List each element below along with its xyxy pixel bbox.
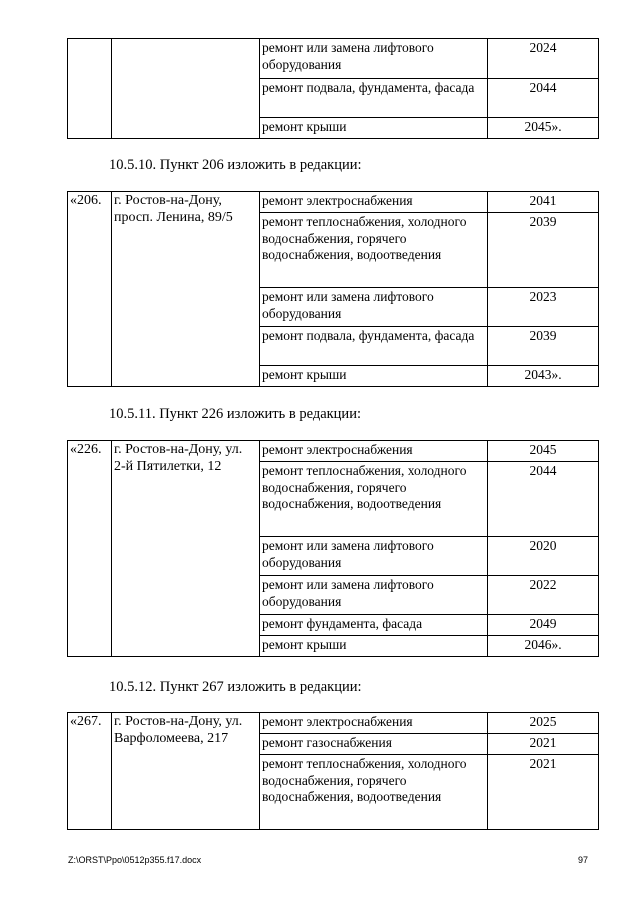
address-cell: г. Ростов-на-Дону, ул. Варфоломеева, 217: [112, 713, 260, 830]
year-cell: 2049: [488, 615, 599, 636]
item-index-cell: «226.: [68, 441, 112, 657]
year-cell: 2041: [488, 192, 599, 213]
year-cell: 2045: [488, 441, 599, 462]
address-cell: г. Ростов-на-Дону, ул. 2-й Пятилетки, 12: [112, 441, 260, 657]
year-cell: 2039: [488, 213, 599, 288]
year-cell: 2044: [488, 462, 599, 537]
work-type-cell: ремонт теплоснабжения, холодного водоснабжения, горячего водоснабжения, водоотведения: [260, 213, 488, 288]
address-cell: [112, 39, 260, 139]
work-type-cell: ремонт крыши: [260, 636, 488, 657]
work-type-cell: ремонт теплоснабжения, холодного водоснабжения, горячего водоснабжения, водоотведения: [260, 462, 488, 537]
work-schedule-table-206: [67, 191, 599, 387]
table-row: [68, 441, 599, 462]
table-row: [68, 192, 599, 213]
work-type-cell: ремонт электроснабжения: [260, 192, 488, 213]
work-type-cell: ремонт или замена лифтового оборудования: [260, 288, 488, 327]
work-type-cell: ремонт электроснабжения: [260, 441, 488, 462]
table-row: [68, 713, 599, 734]
year-cell: 2043».: [488, 366, 599, 387]
work-type-cell: ремонт крыши: [260, 118, 488, 139]
work-schedule-table-226: [67, 440, 599, 657]
work-schedule-table-267: [67, 712, 599, 830]
table-row: [68, 39, 599, 79]
year-cell: 2045».: [488, 118, 599, 139]
work-type-cell: ремонт подвала, фундамента, фасада: [260, 327, 488, 366]
work-type-cell: ремонт электроснабжения: [260, 713, 488, 734]
footer-file-path: Z:\ORST\Ppo\0512p355.f17.docx: [68, 855, 202, 865]
work-type-cell: ремонт подвала, фундамента, фасада: [260, 79, 488, 118]
work-type-cell: ремонт или замена лифтового оборудования: [260, 39, 488, 79]
work-type-cell: ремонт или замена лифтового оборудования: [260, 537, 488, 576]
section-heading-10-5-11: 10.5.11. Пункт 226 изложить в редакции:: [109, 406, 361, 422]
work-type-cell: ремонт теплоснабжения, холодного водоснабжения, горячего водоснабжения, водоотведения: [260, 755, 488, 830]
item-index-cell: [68, 39, 112, 139]
item-index-cell: «206.: [68, 192, 112, 387]
year-cell: 2021: [488, 734, 599, 755]
work-type-cell: ремонт фундамента, фасада: [260, 615, 488, 636]
year-cell: 2039: [488, 327, 599, 366]
year-cell: 2044: [488, 79, 599, 118]
year-cell: 2024: [488, 39, 599, 79]
work-type-cell: ремонт или замена лифтового оборудования: [260, 576, 488, 615]
item-index-cell: «267.: [68, 713, 112, 830]
work-type-cell: ремонт газоснабжения: [260, 734, 488, 755]
year-cell: 2021: [488, 755, 599, 830]
section-heading-10-5-10: 10.5.10. Пункт 206 изложить в редакции:: [109, 157, 362, 173]
year-cell: 2023: [488, 288, 599, 327]
year-cell: 2020: [488, 537, 599, 576]
footer-page-number: 97: [578, 855, 589, 865]
year-cell: 2046».: [488, 636, 599, 657]
section-heading-10-5-12: 10.5.12. Пункт 267 изложить в редакции:: [109, 679, 362, 695]
year-cell: 2025: [488, 713, 599, 734]
address-cell: г. Ростов-на-Дону, просп. Ленина, 89/5: [112, 192, 260, 387]
year-cell: 2022: [488, 576, 599, 615]
work-type-cell: ремонт крыши: [260, 366, 488, 387]
work-schedule-table-continuation: [67, 38, 599, 139]
